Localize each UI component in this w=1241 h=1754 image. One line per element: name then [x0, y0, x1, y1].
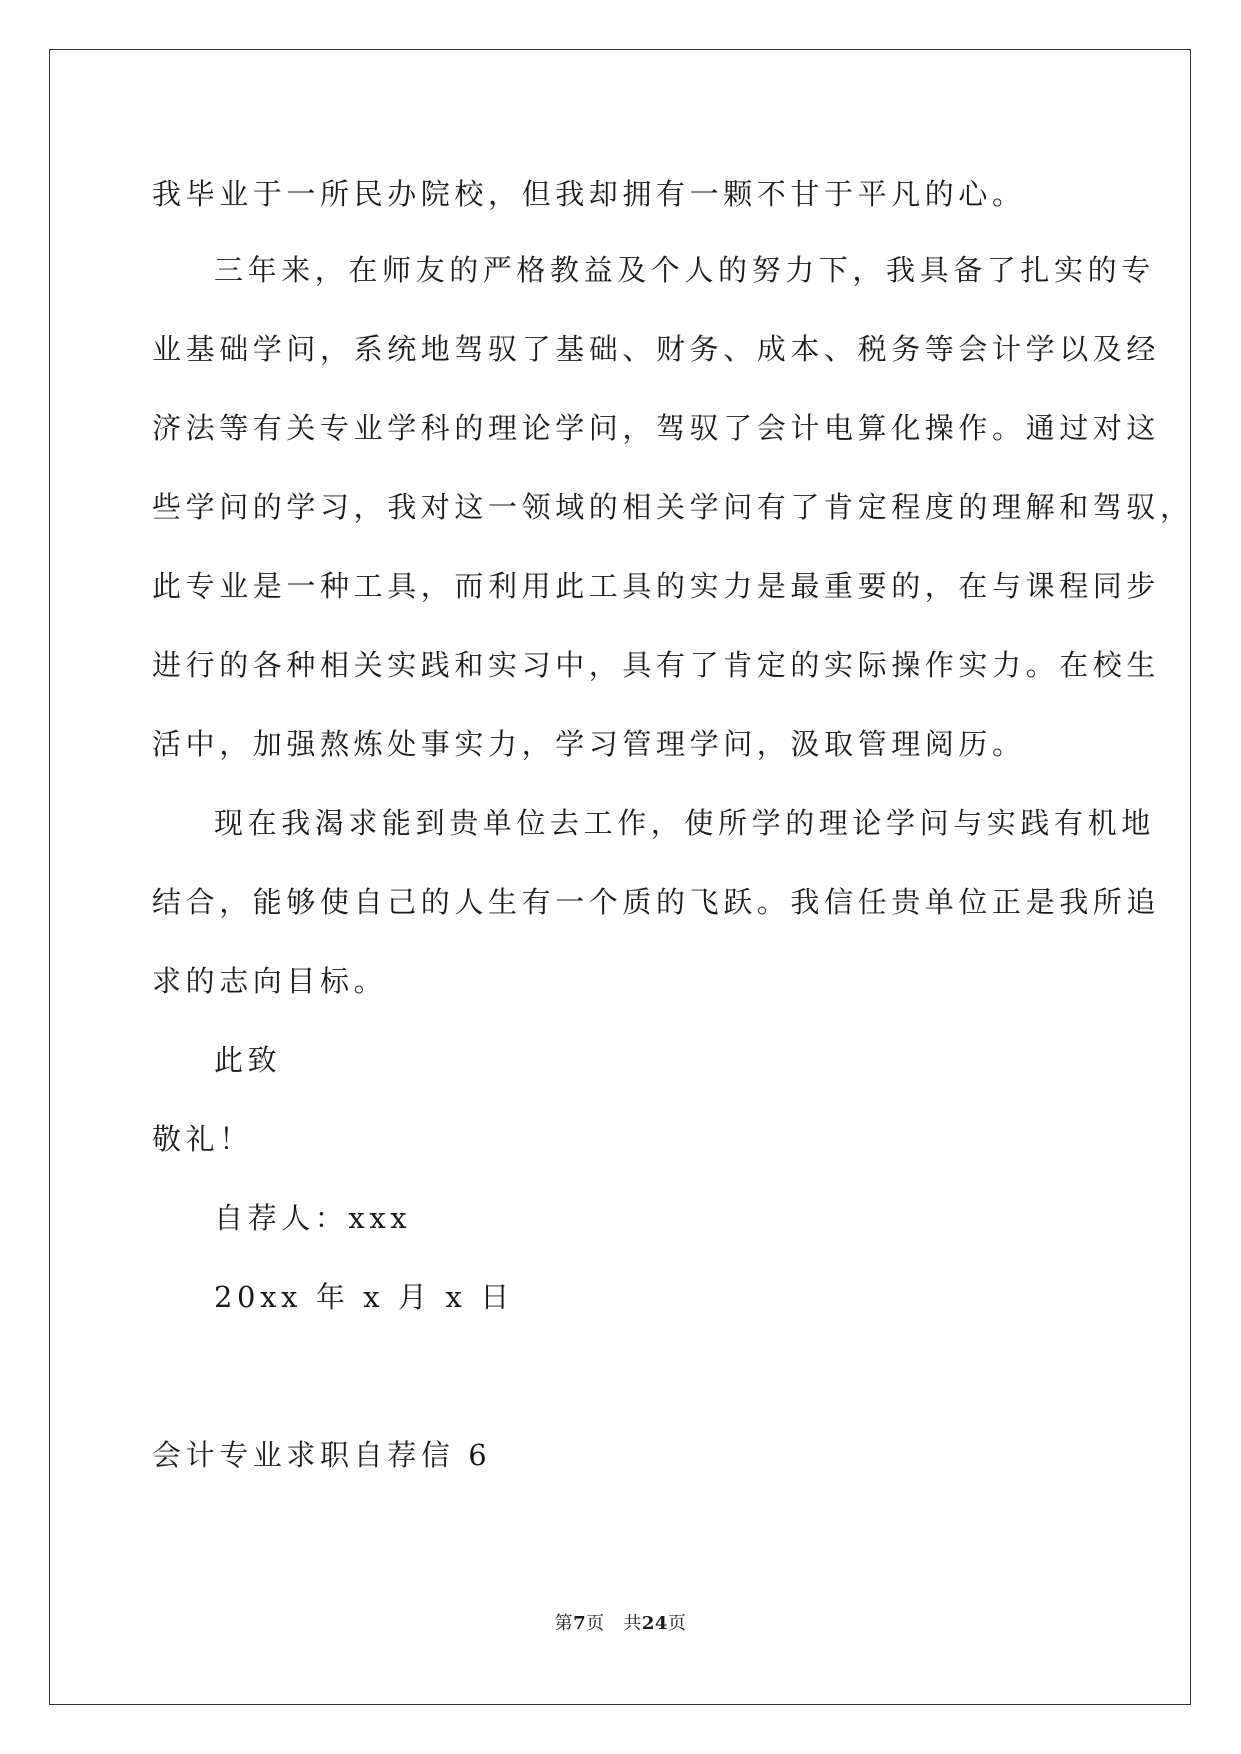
text-line-2: 三年来，在师友的严格教益及个人的努力下，我具备了扎实的专 — [214, 253, 1155, 287]
footer-page-current: 7 — [573, 1613, 587, 1634]
text-line-8: 活中，加强熬炼处事实力，学习管理学问，汲取管理阅历。 — [152, 727, 1026, 761]
footer-page-total: 24 — [641, 1613, 668, 1634]
footer-page-suffix: 页 — [586, 1613, 605, 1634]
text-line-5: 些学问的学习，我对这一领域的相关学问有了肯定程度的理解和驾驭， — [152, 490, 1194, 524]
salutation-line: 此致 — [214, 1043, 282, 1077]
signature-line: 自荐人：xxx — [214, 1201, 412, 1235]
text-line-9: 现在我渴求能到贵单位去工作，使所学的理论学问与实践有机地 — [214, 806, 1155, 840]
footer-page-prefix: 第 — [554, 1613, 574, 1634]
section-title: 会计专业求职自荐信 6 — [152, 1438, 492, 1472]
text-line-4: 济法等有关专业学科的理论学问，驾驭了会计电算化操作。通过对这 — [152, 411, 1161, 445]
footer-total-prefix: 共 — [623, 1613, 642, 1634]
text-line-3: 业基础学问，系统地驾驭了基础、财务、成本、税务等会计学以及经 — [152, 332, 1161, 366]
text-line-7: 进行的各种相关实践和实习中，具有了肯定的实际操作实力。在校生 — [152, 648, 1161, 682]
text-line-10: 结合，能够使自己的人生有一个质的飞跃。我信任贵单位正是我所追 — [152, 885, 1161, 919]
text-line-6: 此专业是一种工具，而利用此工具的实力是最重要的，在与课程同步 — [152, 569, 1161, 603]
text-line-1: 我毕业于一所民办院校，但我却拥有一颗不甘于平凡的心。 — [152, 177, 1026, 211]
footer-total-suffix: 页 — [667, 1613, 687, 1634]
closing-line: 敬礼！ — [152, 1122, 253, 1156]
page-footer — [0, 1613, 1241, 1635]
date-line: 20xx 年 x 月 x 日 — [214, 1280, 514, 1314]
text-line-11: 求的志向目标。 — [152, 964, 388, 998]
